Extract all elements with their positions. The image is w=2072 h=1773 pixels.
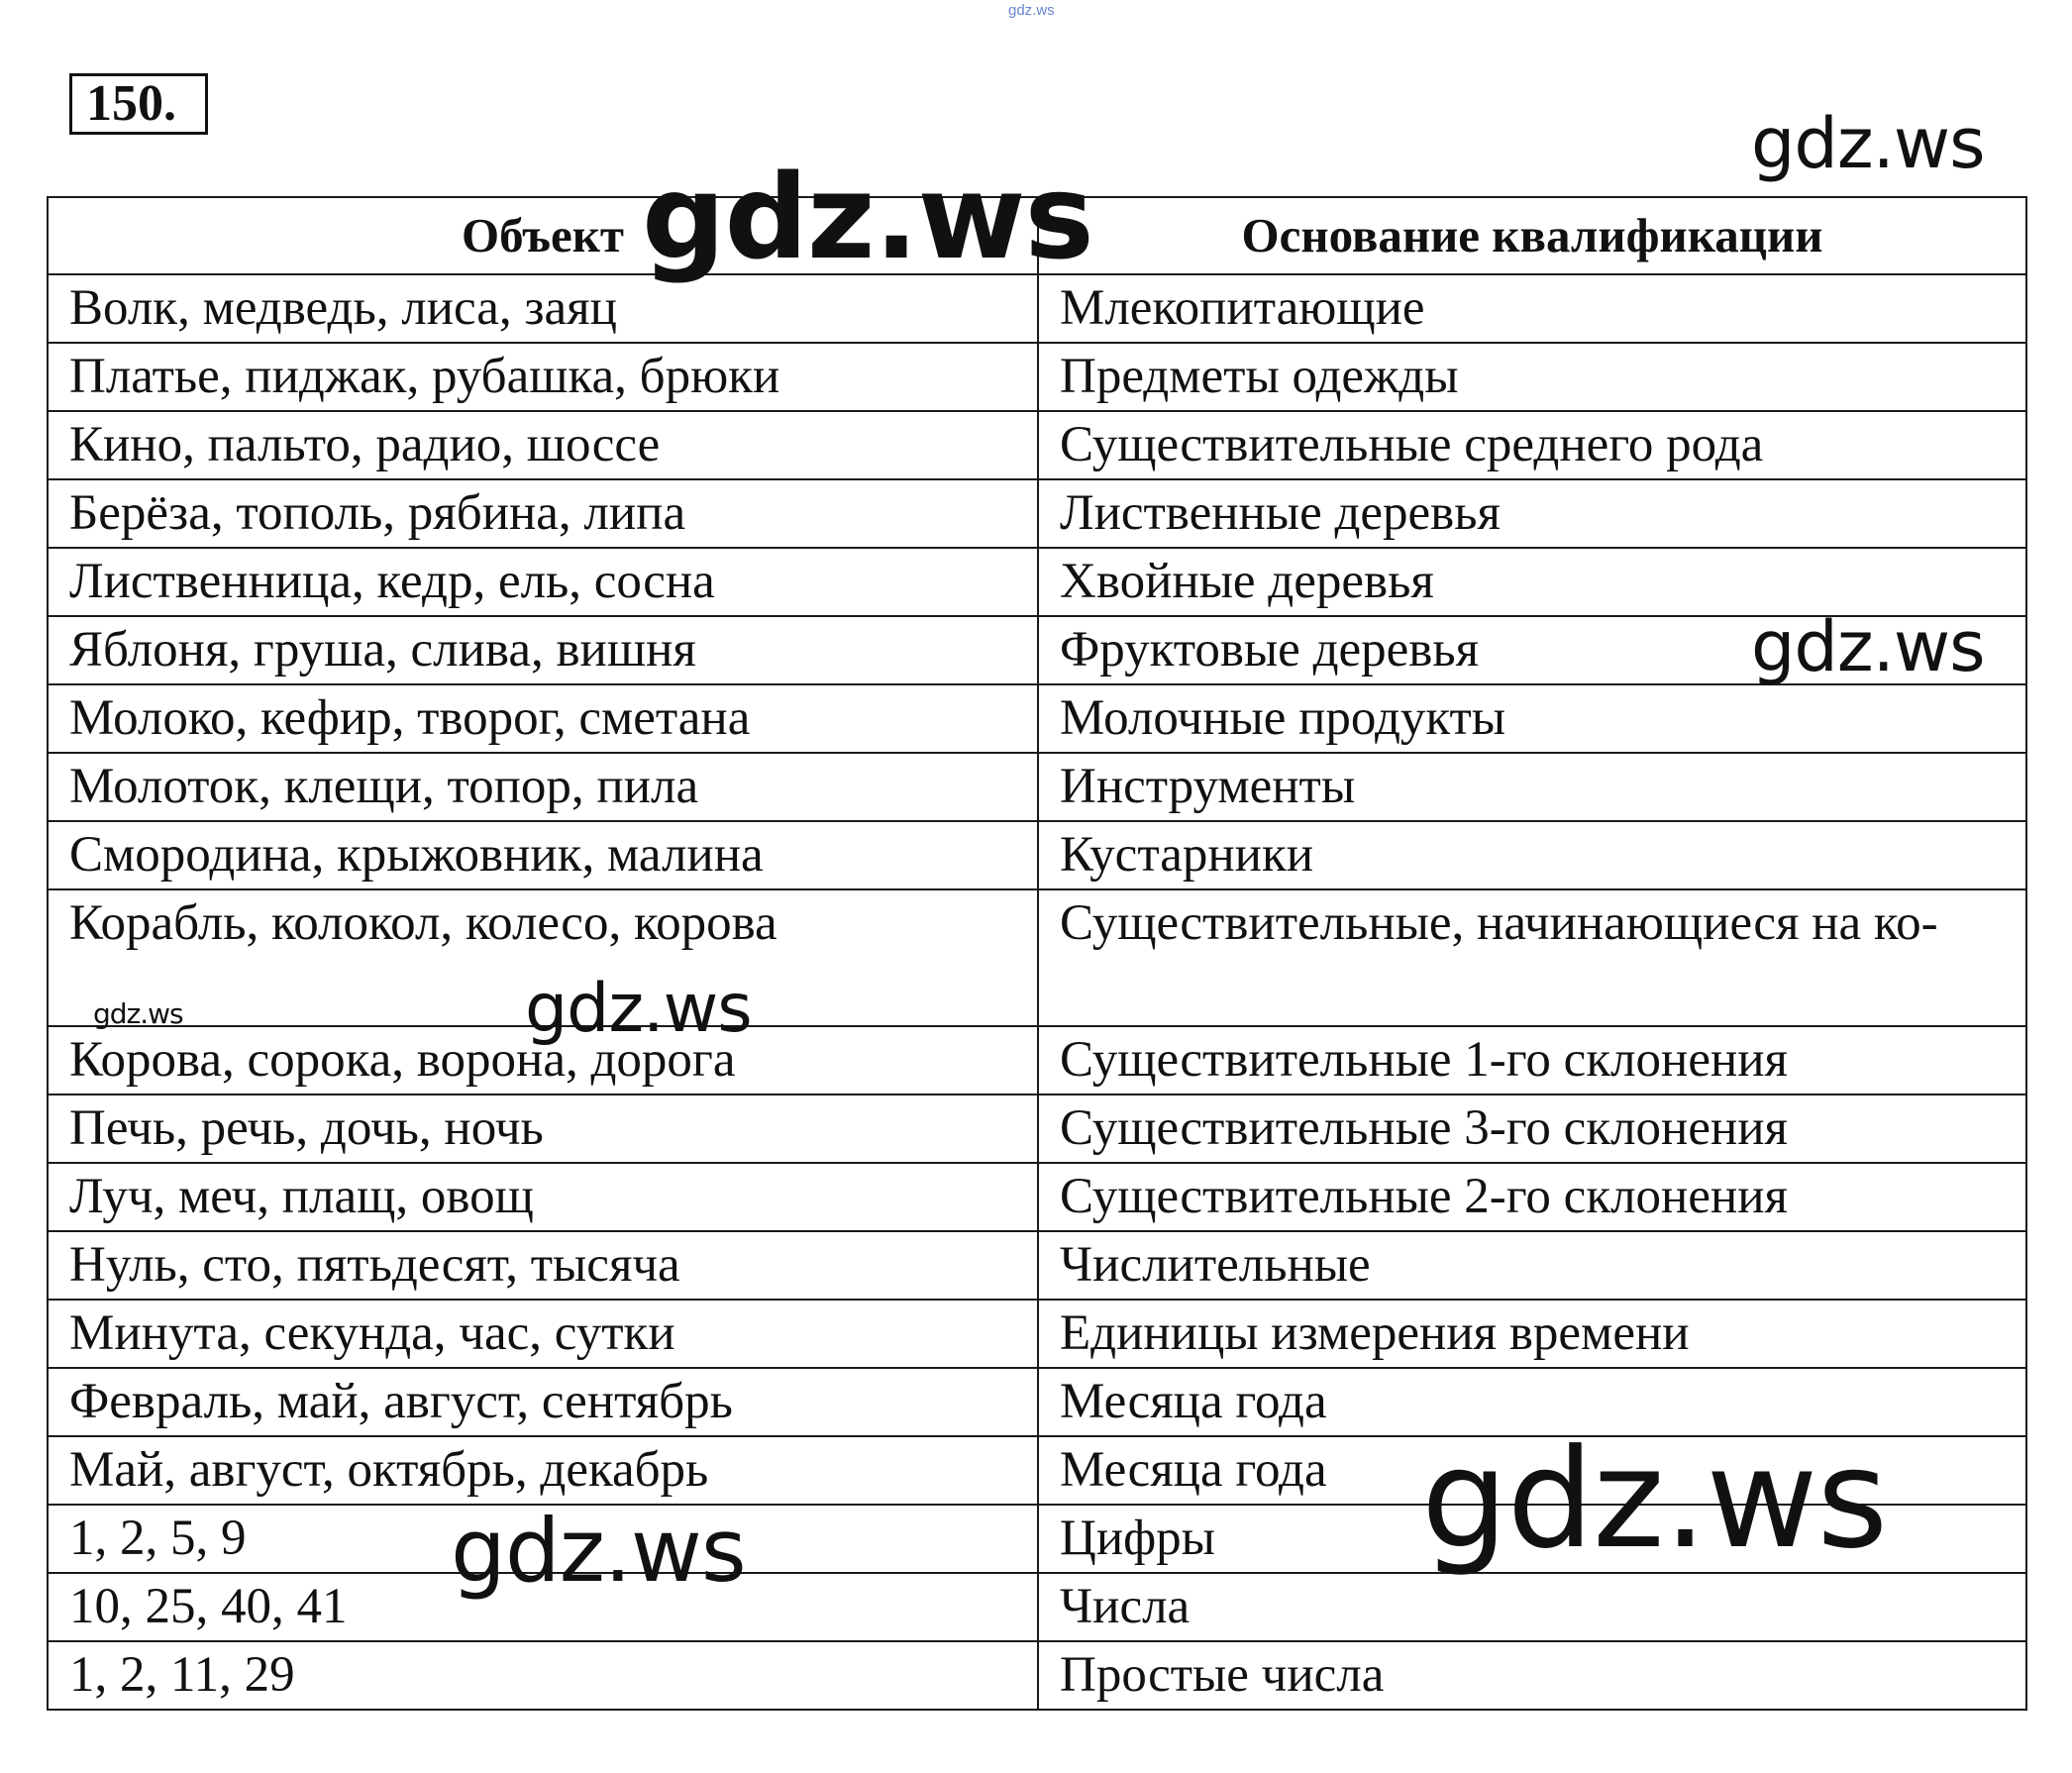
object-cell: 1, 2, 11, 29 bbox=[48, 1641, 1038, 1710]
table-row bbox=[48, 479, 2026, 548]
basis-cell: Инструменты bbox=[1038, 753, 2026, 821]
object-cell: Яблоня, груша, слива, вишня bbox=[48, 616, 1038, 684]
basis-cell: Кустарники bbox=[1038, 821, 2026, 889]
object-cell: Молоток, клещи, топор, пила bbox=[48, 753, 1038, 821]
watermark-large-bottom-right: gdz.ws bbox=[1421, 1419, 1888, 1579]
object-cell: Волк, медведь, лиса, заяц bbox=[48, 274, 1038, 343]
basis-cell: Предметы одежды bbox=[1038, 343, 2026, 411]
watermark-right-middle: gdz.ws bbox=[1751, 606, 1985, 687]
object-cell: Луч, меч, плащ, овощ bbox=[48, 1163, 1038, 1231]
table-row bbox=[48, 616, 2026, 684]
object-cell: Лиственница, кедр, ель, сосна bbox=[48, 548, 1038, 616]
table-row bbox=[48, 821, 2026, 889]
object-cell: Февраль, май, август, сентябрь bbox=[48, 1368, 1038, 1436]
basis-cell: Существительные 2-го склонения bbox=[1038, 1163, 2026, 1231]
header-basis: Основание квалификации bbox=[1038, 197, 2026, 274]
object-cell: Платье, пиджак, рубашка, брюки bbox=[48, 343, 1038, 411]
watermark-bottom-left: gdz.ws bbox=[451, 1500, 746, 1602]
object-cell: Печь, речь, дочь, ночь bbox=[48, 1095, 1038, 1163]
basis-cell: Лиственные деревья bbox=[1038, 479, 2026, 548]
table-header-row bbox=[48, 197, 2026, 274]
basis-cell: Молочные продукты bbox=[1038, 684, 2026, 753]
table-row bbox=[48, 548, 2026, 616]
object-cell: Корова, сорока, ворона, дорога bbox=[48, 1026, 1038, 1095]
table-row bbox=[48, 1300, 2026, 1368]
table-row bbox=[48, 274, 2026, 343]
object-cell: Кино, пальто, радио, шоссе bbox=[48, 411, 1038, 479]
watermark-top-right: gdz.ws bbox=[1751, 103, 1985, 184]
table-row bbox=[48, 1436, 2026, 1505]
table-row bbox=[48, 753, 2026, 821]
object-cell: 10, 25, 40, 41 bbox=[48, 1573, 1038, 1641]
watermark-header: gdz.ws bbox=[642, 149, 1093, 285]
basis-cell: Существительные 3-го склонения bbox=[1038, 1095, 2026, 1163]
table-row bbox=[48, 411, 2026, 479]
basis-cell: Фруктовые деревья bbox=[1038, 616, 2026, 684]
object-cell: Корабль, колокол, колесо, корова bbox=[48, 889, 1038, 1026]
basis-cell: Простые числа bbox=[1038, 1641, 2026, 1710]
object-cell: Минута, секунда, час, сутки bbox=[48, 1300, 1038, 1368]
basis-cell: Существительные 1-го склонения bbox=[1038, 1026, 2026, 1095]
basis-cell: Числительные bbox=[1038, 1231, 2026, 1300]
object-cell: Молоко, кефир, творог, сметана bbox=[48, 684, 1038, 753]
basis-cell: Месяца года bbox=[1038, 1368, 2026, 1436]
basis-cell: Месяца года bbox=[1038, 1436, 2026, 1505]
table-row bbox=[48, 684, 2026, 753]
table-row bbox=[48, 1641, 2026, 1710]
basis-cell: Цифры bbox=[1038, 1505, 2026, 1573]
object-cell: Смородина, крыжовник, малина bbox=[48, 821, 1038, 889]
header-object: Объект bbox=[48, 197, 1038, 274]
object-cell: Берёза, тополь, рябина, липа bbox=[48, 479, 1038, 548]
table-row bbox=[48, 1026, 2026, 1095]
table-row bbox=[48, 1163, 2026, 1231]
watermark-center: gdz.ws bbox=[525, 970, 752, 1048]
object-cell: Май, август, октябрь, декабрь bbox=[48, 1436, 1038, 1505]
top-watermark: gdz.ws bbox=[1008, 2, 1055, 19]
table-row bbox=[48, 343, 2026, 411]
watermark-small-left: gdz.ws bbox=[93, 997, 183, 1030]
basis-cell: Хвойные деревья bbox=[1038, 548, 2026, 616]
basis-cell: Единицы измерения времени bbox=[1038, 1300, 2026, 1368]
basis-cell: Существительные среднего рода bbox=[1038, 411, 2026, 479]
classification-table-container bbox=[47, 196, 2025, 1711]
table-row bbox=[48, 1368, 2026, 1436]
object-cell: 1, 2, 5, 9 bbox=[48, 1505, 1038, 1573]
table-row bbox=[48, 1095, 2026, 1163]
basis-cell: Существительные, начинающиеся на ко- bbox=[1038, 889, 2026, 1026]
classification-table bbox=[47, 196, 2027, 1711]
basis-cell: Числа bbox=[1038, 1573, 2026, 1641]
table-row bbox=[48, 1231, 2026, 1300]
object-cell: Нуль, сто, пятьдесят, тысяча bbox=[48, 1231, 1038, 1300]
task-number-box: 150. bbox=[69, 73, 208, 135]
table-row bbox=[48, 889, 2026, 1026]
table-row bbox=[48, 1573, 2026, 1641]
basis-cell: Млекопитающие bbox=[1038, 274, 2026, 343]
table-row bbox=[48, 1505, 2026, 1573]
